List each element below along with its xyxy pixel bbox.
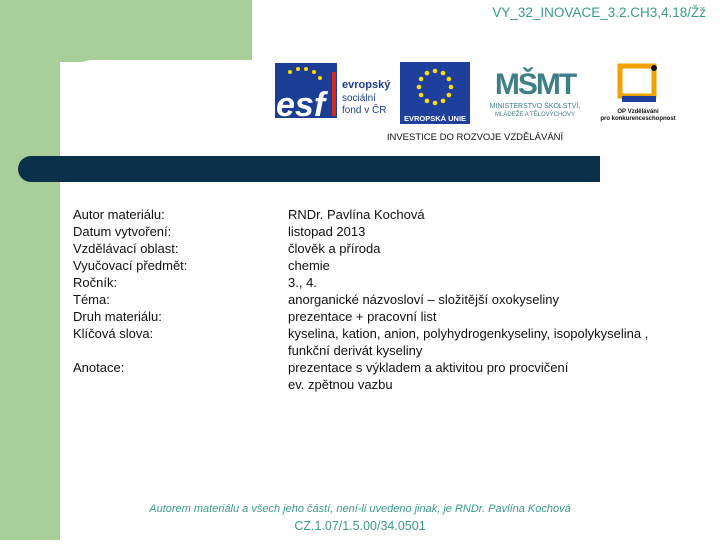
op-line1: OP Vzdělávání [617,109,659,115]
metadata-value: ev. zpětnou vazbu [288,377,393,392]
metadata-row [73,240,693,257]
metadata-value: prezentace + pracovní list [288,309,437,324]
esf-line3: fond v ČR [342,105,387,116]
top-green-tab [0,0,252,62]
metadata-row [73,342,693,359]
eu-star [425,71,430,76]
metadata-value: člověk a příroda [288,241,381,256]
op-logo [600,65,675,122]
metadata-row [73,291,693,308]
metadata-value: RNDr. Pavlína Kochová [288,207,425,222]
eu-star [433,101,438,106]
metadata-label: Klíčová slova: [73,326,154,341]
msmt-letters: MŠMT [494,68,576,101]
op-line2: pro konkurenceschopnost [600,116,676,122]
esf-letters: esf [276,86,326,124]
eu-star [419,77,424,82]
eu-star [449,85,454,90]
msmt-logo [490,67,581,118]
metadata-row [73,376,693,393]
metadata-value: prezentace s výkladem a aktivitou pro procvičení [288,360,569,375]
eu-star [447,93,452,98]
eu-flag-logo [400,62,470,124]
eu-star [447,77,452,82]
metadata-label: Anotace: [73,360,125,375]
esf-line1: evropský [342,79,391,91]
metadata-row [73,223,693,240]
metadata-value: listopad 2013 [288,224,366,239]
eu-caption: EVROPSKÁ UNIE [403,114,467,123]
eu-star [425,99,430,104]
metadata-label: Ročník: [73,275,118,290]
eu-star [419,93,424,98]
footer-authorship-note: Autorem materiálu a všech jeho částí, není-li uvedeno jinak, je RNDr. Pavlína Kochová [149,503,571,515]
metadata-value: 3., 4. [288,275,317,290]
metadata-row [73,359,693,376]
metadata-value: kyselina, kation, anion, polyhydrogenkyseliny, isopolykyselina , [288,326,649,341]
metadata-row [73,308,693,325]
metadata-label [73,376,288,393]
eu-star [441,71,446,76]
metadata-row [73,257,693,274]
metadata-label: Autor materiálu: [73,207,165,222]
eu-star [417,85,422,90]
metadata-label [73,342,288,359]
msmt-line1: MINISTERSTVO ŠKOLSTVÍ, [489,103,581,110]
metadata-row [73,274,693,291]
esf-line2: sociální [342,93,376,104]
metadata-label: Vyučovací předmět: [73,258,188,273]
metadata-label: Druh materiálu: [73,309,162,324]
eu-star [433,69,438,74]
left-green-bar [0,0,60,540]
footer-project-code: CZ.1.07/1.5.00/34.0501 [294,519,426,533]
document-code: VY_32_INOVACE_3.2.CH3,4.18/Žž [492,5,706,20]
slogan: INVESTICE DO ROZVOJE VZDĚLÁVÁNÍ [386,132,564,143]
eu-star [441,99,446,104]
metadata-label: Téma: [73,292,110,307]
metadata-table [73,206,693,393]
logo-band [270,58,690,148]
metadata-row [73,206,693,223]
metadata-value: funkční derivát kyseliny [288,343,423,358]
metadata-row [73,325,693,342]
msmt-line2: MLÁDEŽE A TĚLOVÝCHOVY [495,112,575,118]
metadata-value: anorganické názvosloví – složitější oxokyseliny [288,292,559,307]
esf-logo [275,63,391,124]
metadata-value: chemie [288,258,330,273]
header-divider-bar [18,156,600,182]
metadata-label: Datum vytvoření: [73,224,172,239]
metadata-label: Vzdělávací oblast: [73,241,179,256]
